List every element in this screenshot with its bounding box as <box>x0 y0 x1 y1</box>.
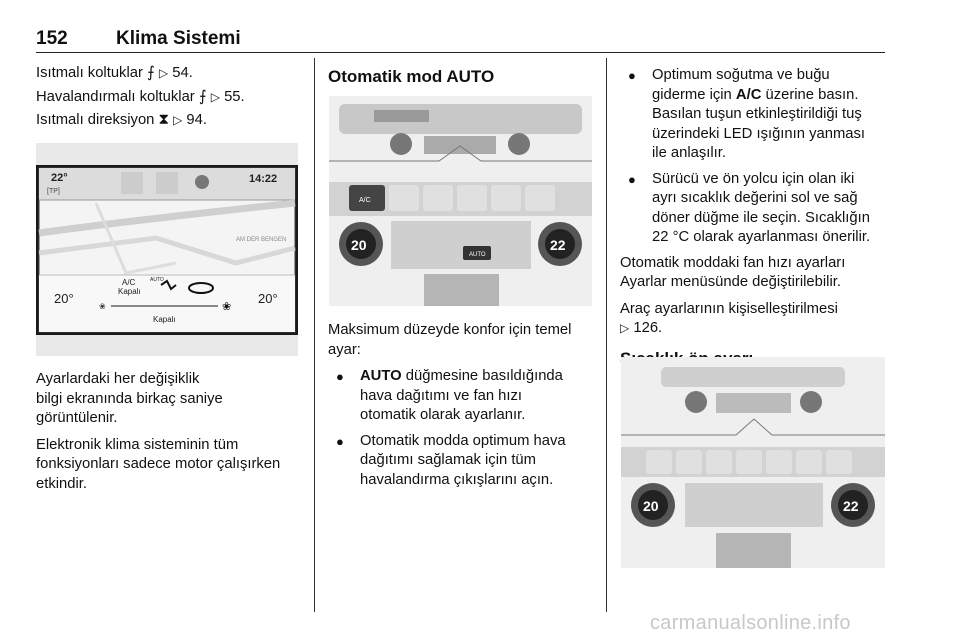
bullet-open-vents <box>328 432 600 491</box>
bullet-dot-icon: ● <box>336 369 344 384</box>
reference-arrow-icon: ▷ <box>210 89 220 104</box>
column-2-text <box>328 321 600 496</box>
bullet-dot-icon: ● <box>336 433 344 449</box>
climate-panel-illustration-2 <box>621 357 885 568</box>
screen-ac-label: A/C <box>122 278 136 287</box>
climate-panel-illustration <box>329 96 592 306</box>
screen-auto-label: AUTO <box>150 277 164 283</box>
auto-mode-heading: Otomatik mod AUTO <box>328 67 495 86</box>
screen-home-icon <box>195 175 209 189</box>
bullet-auto-press <box>328 367 600 426</box>
line-text: Havalandırmalı koltuklar <box>36 88 195 105</box>
bullet-dot-icon: ● <box>628 171 636 187</box>
ventilated-seat-icon: ⨍ <box>198 88 207 105</box>
column-1-text <box>36 370 304 501</box>
bullet-text: Optimum soğutma ve buğu giderme için <box>652 67 830 103</box>
screen-clock: 14:22 <box>249 173 278 185</box>
vehicle-settings-paragraph <box>620 300 890 339</box>
bullet-dot-icon: ● <box>628 68 636 83</box>
screen-ac-state: Kapalı <box>118 287 141 296</box>
line-text: Isıtmalı koltuklar <box>36 65 143 81</box>
basic-setting-intro: Maksimum düzeyde konfor için temel ayar: <box>328 322 572 358</box>
line-ref: 55. <box>224 88 245 105</box>
info-display-illustration <box>36 143 298 356</box>
paragraph-text: Araç ayarlarının kişiselleştirilmesi <box>620 300 838 317</box>
line-ref: 94. <box>186 112 207 128</box>
bullet-temp-select <box>620 170 890 248</box>
screen-temp-top: 22° <box>51 172 68 184</box>
header-rule <box>36 52 885 53</box>
paragraph-ref: 126. <box>633 320 663 336</box>
page-number: 152 <box>36 28 68 49</box>
line-text: Isıtmalı direksiyon <box>36 112 155 128</box>
screen-fan-state: Kapalı <box>153 315 176 324</box>
bullet-text: Otomatik modda optimum hava dağıtımı sağlamak için tüm havalandırma çıkışlarını açın. <box>360 432 566 488</box>
column-1 <box>36 64 304 138</box>
info-display-figure <box>36 143 298 356</box>
panel-auto-label: AUTO <box>469 252 486 258</box>
bullet-bold: A/C <box>735 86 762 103</box>
temp-preset-figure <box>621 357 885 568</box>
panel2-temp-left: 20 <box>643 498 659 514</box>
heated-seat-icon: ⨍ <box>147 65 155 81</box>
screen-temp-left: 20° <box>54 291 74 306</box>
heated-seats-line <box>36 64 304 84</box>
bullet-ac-press <box>620 66 890 164</box>
bullet-text: üzerine basın. Basılan tuşun etkinleştirildiği tuş üzerindeki LED ışığının yanması ile anlaşılır. <box>652 86 866 161</box>
bullet-bold: AUTO <box>360 368 402 384</box>
line-ref: 54. <box>172 65 193 81</box>
panel-ac-label: A/C <box>359 197 371 204</box>
column-3 <box>620 66 890 375</box>
bullet-text: Sürücü ve ön yolcu için olan iki ayrı sıcaklık değerini sol ve sağ döner düğme ile seçin. Sıcaklığın 22 °C olarak ayarlanması önerilir. <box>652 170 871 245</box>
bullet-text: düğmesine basıldığında hava dağıtımı ve fan hızı otomatik olarak ayarlanır. <box>360 368 563 423</box>
engine-running-paragraph: Elektronik klima sisteminin tüm fonksiyonları sadece motor çalışırken etkindir. <box>36 436 281 492</box>
screen-fan-small-icon: ❀ <box>99 302 106 311</box>
fan-speed-paragraph: Otomatik moddaki fan hızı ayarları Ayarlar menüsünde değiştirilebilir. <box>620 254 846 290</box>
column-divider-1 <box>314 58 315 612</box>
heated-steering-icon: ⧗ <box>158 112 169 128</box>
screen-fan-large-icon: ❀ <box>222 301 232 313</box>
panel-temp-left: 20 <box>351 237 367 253</box>
reference-arrow-icon: ▷ <box>620 321 630 335</box>
auto-panel-figure <box>329 96 592 306</box>
panel-temp-right: 22 <box>550 237 566 253</box>
screen-tp-label: [TP] <box>47 188 60 195</box>
column-divider-2 <box>606 58 607 612</box>
screen-temp-right: 20° <box>258 291 278 306</box>
column-2-heading <box>328 67 596 94</box>
heated-steering-line <box>36 111 304 131</box>
screen-map-label: AM DER BENGEN <box>236 237 287 243</box>
reference-arrow-icon: ▷ <box>173 113 183 127</box>
reference-arrow-icon: ▷ <box>158 66 169 80</box>
panel2-temp-right: 22 <box>843 498 859 514</box>
display-change-paragraph: Ayarlardaki her değişiklik bilgi ekranında birkaç saniye görüntülenir. <box>36 371 223 426</box>
page-title: Klima Sistemi <box>116 28 241 49</box>
watermark: carmanualsonline.info <box>650 612 851 634</box>
ventilated-seats-line <box>36 88 304 108</box>
